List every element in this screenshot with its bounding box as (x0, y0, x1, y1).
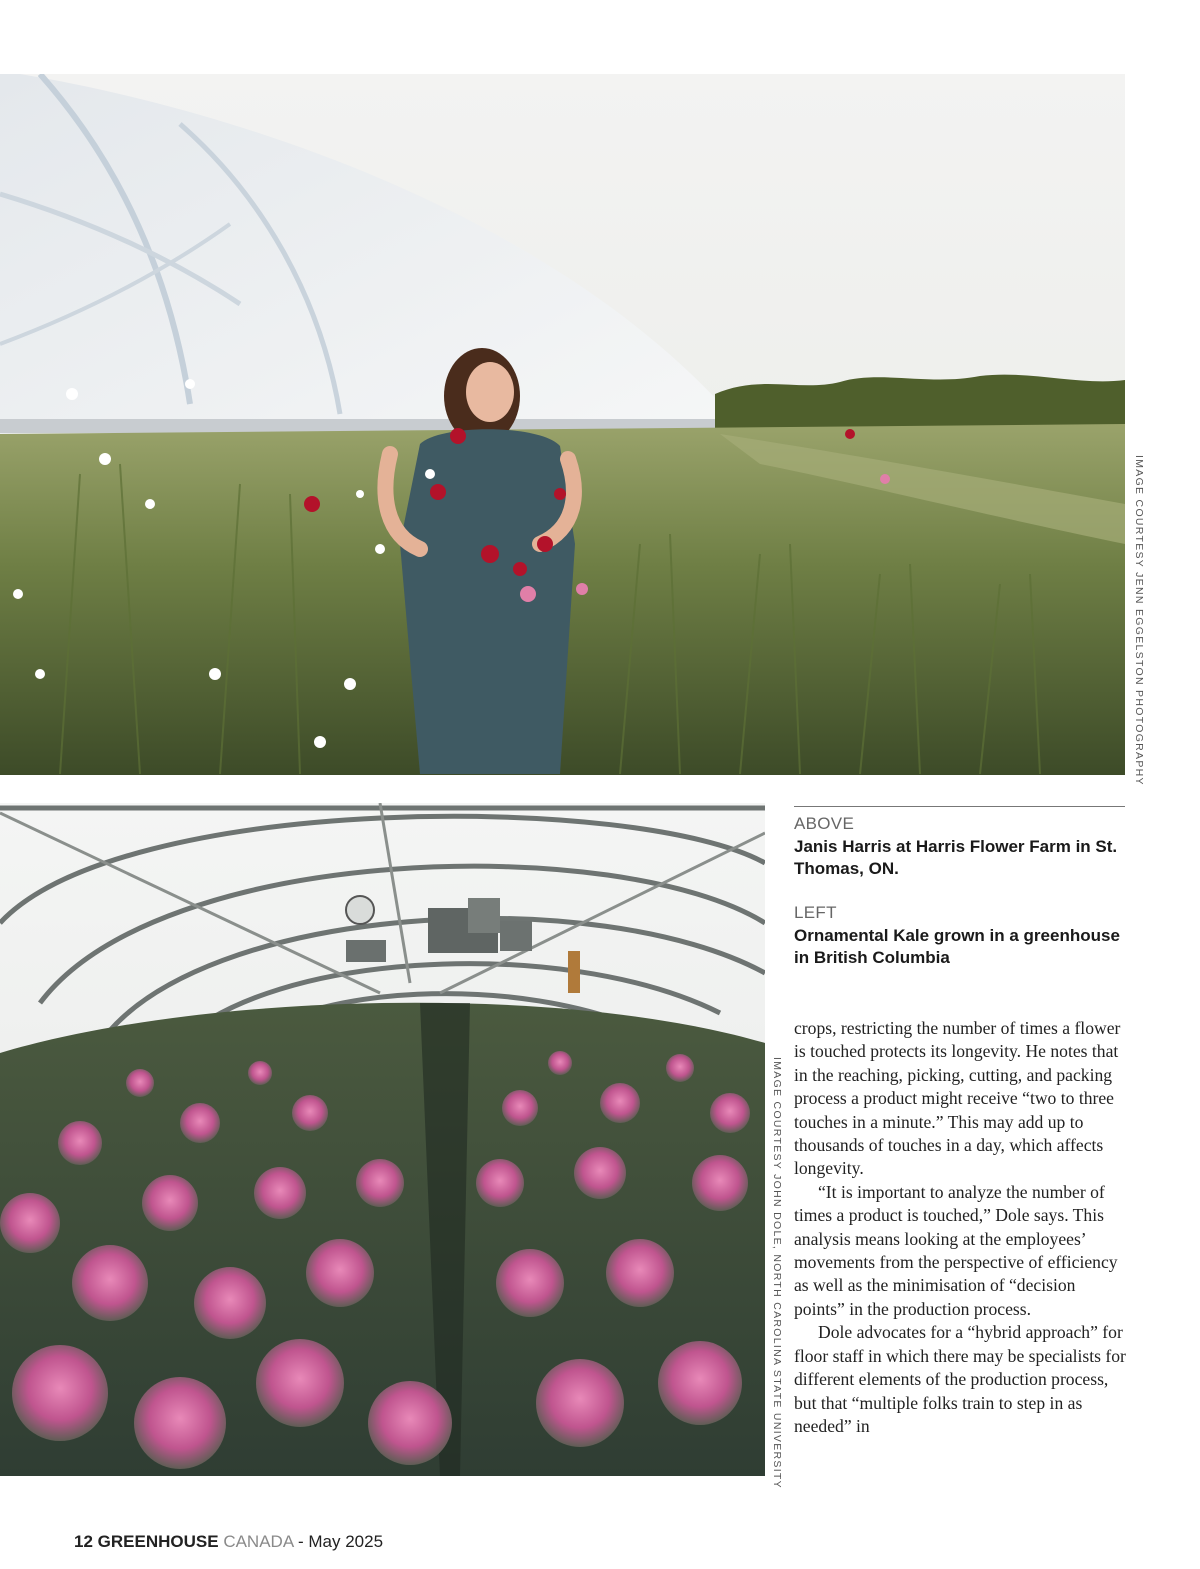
caption-divider (794, 806, 1125, 807)
photo-ornamental-kale-greenhouse (0, 803, 765, 1476)
caption-above-text: Janis Harris at Harris Flower Farm in St. Thomas, ON. (794, 837, 1118, 878)
photo-credit-top: IMAGE COURTESY JENN EGGELSTON PHOTOGRAPHY (1133, 455, 1145, 786)
page-footer (74, 1532, 383, 1552)
caption-above-label: ABOVE (794, 814, 855, 833)
article-body (794, 1017, 1130, 1438)
magazine-name: GREENHOUSE (97, 1532, 219, 1551)
magazine-name-suffix: CANADA (223, 1532, 294, 1551)
article-paragraph: “It is important to analyze the number of times a product is touched,” Dole says. This analysis means looking at the employees’ movements from the perspective of efficiency as well as the minimisation of “decision points” in the production process. (794, 1181, 1118, 1319)
caption-left-label: LEFT (794, 903, 837, 922)
article-paragraph: crops, restricting the number of times a flower is touched protects its longevity. He notes that in the reaching, picking, cutting, and packing process a product might receive “two to three touches in a minute.” This may add up to thousands of touches in a day, which affects longevity. (794, 1018, 1121, 1179)
caption-left-text: Ornamental Kale grown in a greenhouse in British Columbia (794, 926, 1120, 967)
issue-date: May 2025 (308, 1532, 384, 1551)
page-number: 12 (74, 1532, 93, 1551)
photo-credit-bottom: IMAGE COURTESY JOHN DOLE, NORTH CAROLINA STATE UNIVERSITY (771, 1057, 783, 1489)
photo-woman-flower-field (0, 74, 1125, 775)
footer-separator: - (297, 1532, 304, 1551)
article-paragraph: Dole advocates for a “hybrid approach” for floor staff in which there may be specialists for different elements of the production process, but that “multiple folks train to step in as needed” in (794, 1322, 1126, 1436)
